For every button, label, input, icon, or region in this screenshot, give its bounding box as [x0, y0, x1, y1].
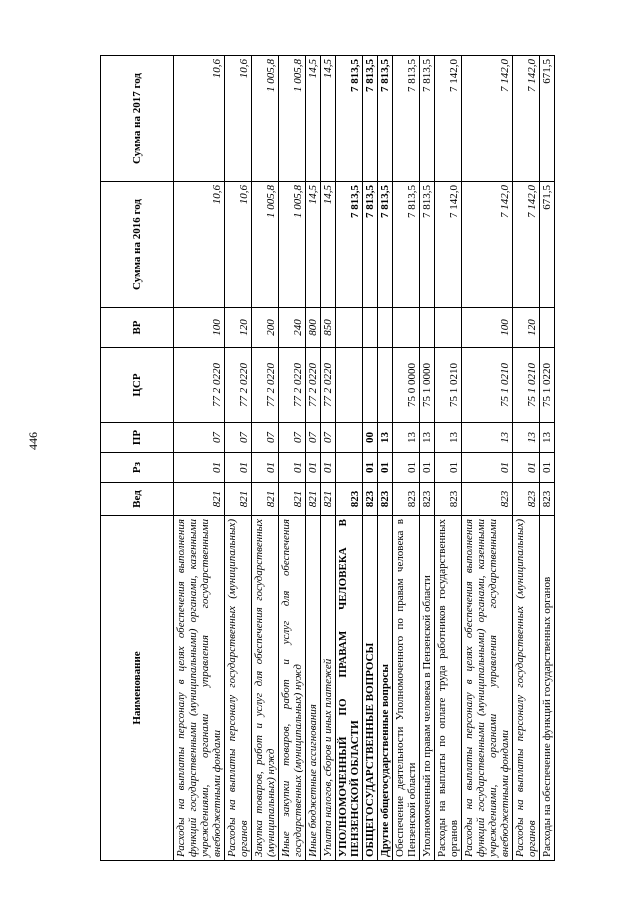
cell-ved: 823	[363, 483, 378, 516]
cell-ved: 821	[174, 483, 225, 516]
table-row	[378, 56, 393, 861]
cell-name: Иные бюджетные ассигнования	[306, 516, 321, 861]
budget-table	[100, 55, 555, 861]
cell-csr: 75 1 0000	[420, 348, 435, 423]
cell-name: Иные закупки товаров, работ и услуг для обеспечения государственных (муниципальных) нужд	[279, 516, 306, 861]
cell-rz: 01	[540, 453, 555, 483]
cell-csr: 77 2 0220	[279, 348, 306, 423]
cell-rz: 01	[363, 453, 378, 483]
cell-pr: 13	[513, 423, 540, 453]
cell-vr: 100	[462, 308, 513, 348]
cell-vr	[363, 308, 378, 348]
cell-name: Уплата налогов, сборов и иных платежей	[321, 516, 336, 861]
cell-pr: 07	[321, 423, 336, 453]
cell-pr: 13	[393, 423, 420, 453]
cell-ved: 823	[513, 483, 540, 516]
cell-csr: 75 0 0000	[393, 348, 420, 423]
cell-ved: 823	[435, 483, 462, 516]
page-number: 446	[26, 432, 40, 450]
cell-sum-2017: 1 005,8	[279, 56, 306, 182]
cell-csr: 75 1 0210	[462, 348, 513, 423]
cell-vr: 120	[513, 308, 540, 348]
cell-pr	[336, 423, 363, 453]
cell-name: Закупка товаров, работ и услуг для обеспечения государственных (муниципальных) нужд	[252, 516, 279, 861]
table-row	[225, 56, 252, 861]
cell-sum-2016: 1 005,8	[279, 182, 306, 308]
cell-vr: 240	[279, 308, 306, 348]
header-name: Наименование	[101, 516, 174, 861]
cell-pr: 07	[225, 423, 252, 453]
header-sum-2017: Сумма на 2017 год	[101, 56, 174, 182]
cell-sum-2016: 10,6	[225, 182, 252, 308]
cell-sum-2017: 7 142,0	[435, 56, 462, 182]
cell-ved: 823	[420, 483, 435, 516]
cell-sum-2016: 7 142,0	[513, 182, 540, 308]
cell-csr: 75 1 0220	[540, 348, 555, 423]
cell-vr	[336, 308, 363, 348]
table-row	[363, 56, 378, 861]
cell-name: Обеспечение деятельности Уполномоченного по правам человека в Пензенской области	[393, 516, 420, 861]
cell-ved: 821	[252, 483, 279, 516]
cell-rz: 01	[306, 453, 321, 483]
cell-sum-2016: 7 813,5	[336, 182, 363, 308]
cell-ved: 821	[279, 483, 306, 516]
cell-name: Расходы на выплаты персоналу в целях обеспечения выполнения функций государственными (муниципальными) органами, казенными учреждениями, органами управления государственными внебюджетными фондами	[174, 516, 225, 861]
cell-sum-2017: 7 142,0	[513, 56, 540, 182]
cell-sum-2017: 10,6	[174, 56, 225, 182]
cell-sum-2016: 1 005,8	[252, 182, 279, 308]
cell-rz: 01	[513, 453, 540, 483]
cell-sum-2016: 7 813,5	[420, 182, 435, 308]
cell-sum-2016: 671,5	[540, 182, 555, 308]
cell-vr: 100	[174, 308, 225, 348]
cell-ved: 821	[225, 483, 252, 516]
cell-ved: 821	[321, 483, 336, 516]
cell-pr: 07	[279, 423, 306, 453]
cell-name: Расходы на обеспечение функций государственных органов	[540, 516, 555, 861]
table-row	[336, 56, 363, 861]
cell-csr: 77 2 0220	[252, 348, 279, 423]
cell-pr: 00	[363, 423, 378, 453]
cell-sum-2017: 7 813,5	[378, 56, 393, 182]
table-row	[420, 56, 435, 861]
cell-vr	[378, 308, 393, 348]
cell-rz: 01	[225, 453, 252, 483]
cell-name: Расходы на выплаты по оплате труда работников государственных органов	[435, 516, 462, 861]
cell-pr: 13	[420, 423, 435, 453]
cell-vr: 800	[306, 308, 321, 348]
cell-vr	[435, 308, 462, 348]
cell-pr: 07	[252, 423, 279, 453]
cell-name: Расходы на выплаты персоналу в целях обеспечения выполнения функций государственными (муниципальными) органами, казенными учреждениями, органами управления государственными внебюджетными фондами	[462, 516, 513, 861]
header-pr: ПР	[101, 423, 174, 453]
cell-csr: 77 2 0220	[174, 348, 225, 423]
cell-vr	[393, 308, 420, 348]
cell-sum-2017: 7 813,5	[420, 56, 435, 182]
cell-csr	[378, 348, 393, 423]
cell-sum-2017: 7 142,0	[462, 56, 513, 182]
cell-csr: 75 1 0210	[513, 348, 540, 423]
cell-pr: 13	[462, 423, 513, 453]
table-row	[174, 56, 225, 861]
cell-rz: 01	[378, 453, 393, 483]
cell-sum-2017: 14,5	[321, 56, 336, 182]
cell-sum-2016: 7 813,5	[378, 182, 393, 308]
table-row	[321, 56, 336, 861]
cell-pr: 07	[174, 423, 225, 453]
header-csr: ЦСР	[101, 348, 174, 423]
cell-sum-2017: 1 005,8	[252, 56, 279, 182]
cell-ved: 823	[378, 483, 393, 516]
cell-sum-2017: 7 813,5	[363, 56, 378, 182]
cell-sum-2017: 10,6	[225, 56, 252, 182]
table-row	[252, 56, 279, 861]
cell-csr: 75 1 0210	[435, 348, 462, 423]
cell-rz: 01	[393, 453, 420, 483]
cell-sum-2017: 7 813,5	[336, 56, 363, 182]
cell-csr: 77 2 0220	[321, 348, 336, 423]
cell-name: Другие общегосударственные вопросы	[378, 516, 393, 861]
cell-pr: 13	[435, 423, 462, 453]
cell-rz: 01	[462, 453, 513, 483]
cell-sum-2017: 7 813,5	[393, 56, 420, 182]
cell-ved: 823	[393, 483, 420, 516]
cell-name: Расходы на выплаты персоналу государственных (муниципальных) органов	[225, 516, 252, 861]
cell-rz: 01	[174, 453, 225, 483]
table-row	[462, 56, 513, 861]
cell-rz: 01	[252, 453, 279, 483]
cell-sum-2016: 14,5	[306, 182, 321, 308]
cell-sum-2016: 7 813,5	[363, 182, 378, 308]
cell-vr: 120	[225, 308, 252, 348]
cell-vr	[420, 308, 435, 348]
cell-sum-2016: 14,5	[321, 182, 336, 308]
cell-ved: 823	[462, 483, 513, 516]
table-row	[279, 56, 306, 861]
cell-csr	[363, 348, 378, 423]
cell-rz: 01	[435, 453, 462, 483]
cell-csr: 77 2 0220	[225, 348, 252, 423]
cell-sum-2016: 7 142,0	[435, 182, 462, 308]
table-header-row	[101, 56, 174, 861]
table-row	[435, 56, 462, 861]
table-row	[513, 56, 540, 861]
table-row	[393, 56, 420, 861]
header-vr: ВР	[101, 308, 174, 348]
cell-sum-2016: 10,6	[174, 182, 225, 308]
cell-name: Уполномоченный по правам человека в Пензенской области	[420, 516, 435, 861]
cell-pr: 13	[378, 423, 393, 453]
cell-ved: 821	[306, 483, 321, 516]
cell-pr: 07	[306, 423, 321, 453]
header-rz: Рз	[101, 453, 174, 483]
cell-vr: 200	[252, 308, 279, 348]
cell-sum-2016: 7 142,0	[462, 182, 513, 308]
table-body	[174, 56, 555, 861]
rotated-table-container	[100, 56, 553, 861]
cell-ved: 823	[336, 483, 363, 516]
cell-rz: 01	[420, 453, 435, 483]
cell-rz: 01	[321, 453, 336, 483]
cell-sum-2016: 7 813,5	[393, 182, 420, 308]
cell-vr	[540, 308, 555, 348]
table-row	[540, 56, 555, 861]
cell-rz	[336, 453, 363, 483]
cell-name: Расходы на выплаты персоналу государственных (муниципальных) органов	[513, 516, 540, 861]
cell-pr: 13	[540, 423, 555, 453]
cell-sum-2017: 14,5	[306, 56, 321, 182]
cell-ved: 823	[540, 483, 555, 516]
header-ved: Вед	[101, 483, 174, 516]
header-sum-2016: Сумма на 2016 год	[101, 182, 174, 308]
cell-csr: 77 2 0220	[306, 348, 321, 423]
cell-sum-2017: 671,5	[540, 56, 555, 182]
cell-name: ОБЩЕГОСУДАРСТВЕННЫЕ ВОПРОСЫ	[363, 516, 378, 861]
cell-csr	[336, 348, 363, 423]
cell-name: УПОЛНОМОЧЕННЫЙ ПО ПРАВАМ ЧЕЛОВЕКА В ПЕНЗЕНСКОЙ ОБЛАСТИ	[336, 516, 363, 861]
cell-rz: 01	[279, 453, 306, 483]
table-row	[306, 56, 321, 861]
cell-vr: 850	[321, 308, 336, 348]
